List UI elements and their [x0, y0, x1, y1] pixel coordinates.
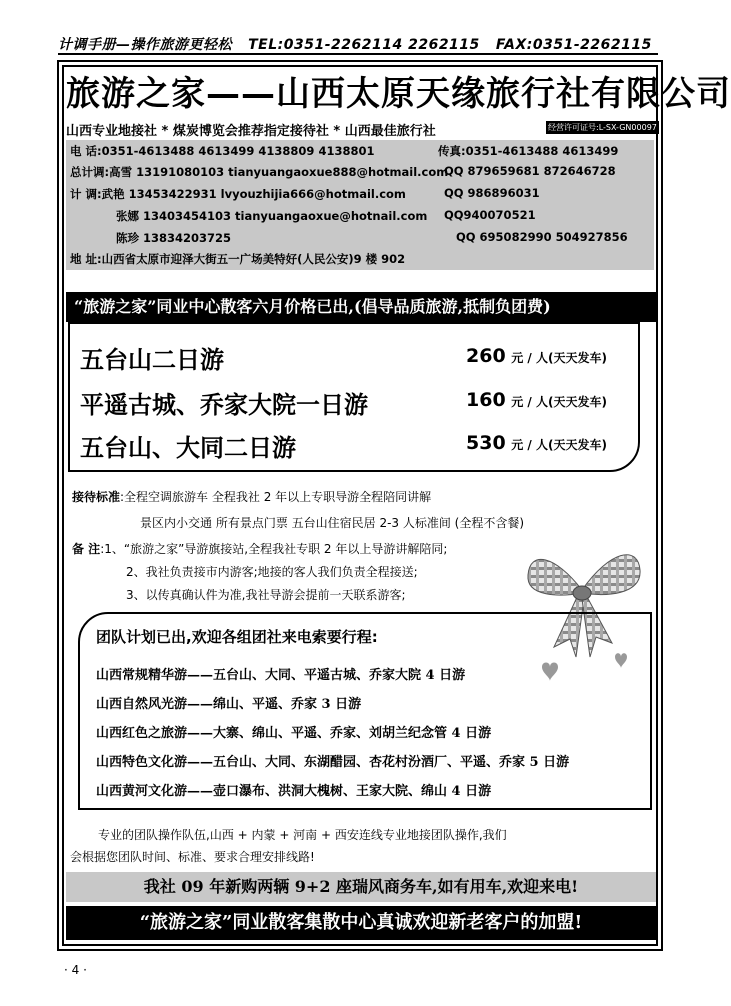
plan-item: 山西常规精华游——五台山、大同、平遥古城、乔家大院 4 日游	[96, 668, 466, 683]
gm-value: :高雪 13191080103 tianyuangaoxue888@hotmail.com	[104, 165, 449, 179]
phone-row	[70, 143, 374, 159]
gm-qq: QQ 879659681 872646728	[444, 164, 616, 178]
notes-line-1: 备 注:1、“旅游之家”导游旗接站,全程我社专职 2 年以上导游讲解陪同;	[72, 542, 448, 556]
op2-row: 张娜 13403454103 tianyuangaoxue@hotnail.com	[116, 209, 428, 223]
fax-label: 传真	[438, 144, 461, 158]
car-banner: 我社 09 年新购两辆 9+2 座瑞风商务车,如有用车,欢迎来电!	[66, 872, 656, 902]
address-label: 地 址	[70, 252, 98, 266]
gm-label: 总计调	[70, 165, 105, 179]
service-paragraph-line-2: 会根据您团队时间、标准、要求合理安排线路!	[70, 850, 315, 864]
license-badge: 经营许可证号:L-SX-GN00097	[548, 123, 657, 132]
op1-row	[70, 186, 406, 202]
tour-price: 160 元 / 人(天天发车)	[466, 389, 607, 411]
tour-price: 260 元 / 人(天天发车)	[466, 345, 607, 367]
company-tagline: 山西专业地接社 * 煤炭博览会推荐指定接待社 * 山西最佳旅行社	[66, 124, 436, 139]
standards-line-2: 景区内小交通 所有景点门票 五台山住宿民居 2-3 人标准间 (全程不含餐)	[140, 516, 525, 530]
op3-qq: QQ 695082990 504927856	[456, 230, 628, 244]
op3-row: 陈珍 13834203725	[116, 231, 232, 245]
phone-value: :0351-4613488 4613499 4138809 4138801	[97, 144, 375, 158]
header-rule	[58, 53, 658, 55]
company-name: 旅游之家——山西太原天缘旅行社有限公司	[66, 74, 731, 114]
promo-banner: “旅游之家”同业中心散客六月价格已出,(倡导品质旅游,抵制负团费)	[66, 292, 656, 322]
op-label: 计 调	[70, 187, 98, 201]
plan-item: 山西黄河文化游——壶口瀑布、洪洞大槐树、王家大院、绵山 4 日游	[96, 784, 492, 799]
fax-row	[438, 143, 618, 159]
phone-label: 电 话	[70, 144, 98, 158]
plan-item: 山西特色文化游——五台山、大同、东湖醋园、杏花村汾酒厂、平遥、乔家 5 日游	[96, 755, 570, 770]
fax-value: :0351-4613488 4613499	[461, 144, 619, 158]
join-banner: “旅游之家”同业散客集散中心真诚欢迎新老客户的加盟!	[66, 906, 656, 940]
op1-value: :武艳 13453422931 lvyouzhijia666@hotmail.com	[97, 187, 406, 201]
op2-qq: QQ940070521	[444, 208, 536, 222]
notes-label: 备 注	[72, 542, 101, 556]
notes-line-3: 3、以传真确认件为准,我社导游会提前一天联系游客;	[126, 588, 406, 602]
standards-line-1: 接待标准:全程空调旅游车 全程我社 2 年以上专职导游全程陪同讲解	[72, 490, 432, 504]
service-paragraph-line-1: 专业的团队操作队伍,山西 + 内蒙 + 河南 + 西安连线专业地接团队操作,我们	[98, 828, 507, 842]
header-line	[58, 34, 658, 54]
plan-title: 团队计划已出,欢迎各组团社来电索要行程:	[96, 628, 378, 646]
plan-item: 山西自然风光游——绵山、平遥、乔家 3 日游	[96, 697, 362, 712]
gm-row	[70, 164, 448, 180]
header-tel: TEL:0351-2262114 2262115	[248, 37, 480, 53]
tour-name: 五台山、大同二日游	[80, 434, 296, 462]
header-slogan: 计调手册—操作旅游更轻松	[58, 37, 232, 53]
contact-block	[66, 140, 654, 270]
plan-item: 山西红色之旅游——大寨、绵山、平遥、乔家、刘胡兰纪念管 4 日游	[96, 726, 492, 741]
address-row	[70, 251, 405, 267]
op1-qq: QQ 986896031	[444, 186, 540, 200]
standards-label: 接待标准	[72, 490, 121, 504]
tour-name: 五台山二日游	[80, 346, 224, 374]
tour-price: 530 元 / 人(天天发车)	[466, 432, 607, 454]
notes-line-2: 2、我社负责接市内游客;地接的客人我们负责全程接送;	[126, 565, 418, 579]
tour-name: 平遥古城、乔家大院一日游	[80, 391, 368, 419]
header-fax: FAX:0351-2262115	[495, 37, 652, 53]
address-value: :山西省太原市迎泽大街五一广场美特好(人民公安)9 楼 902	[97, 252, 406, 266]
page-number: · 4 ·	[64, 963, 87, 977]
